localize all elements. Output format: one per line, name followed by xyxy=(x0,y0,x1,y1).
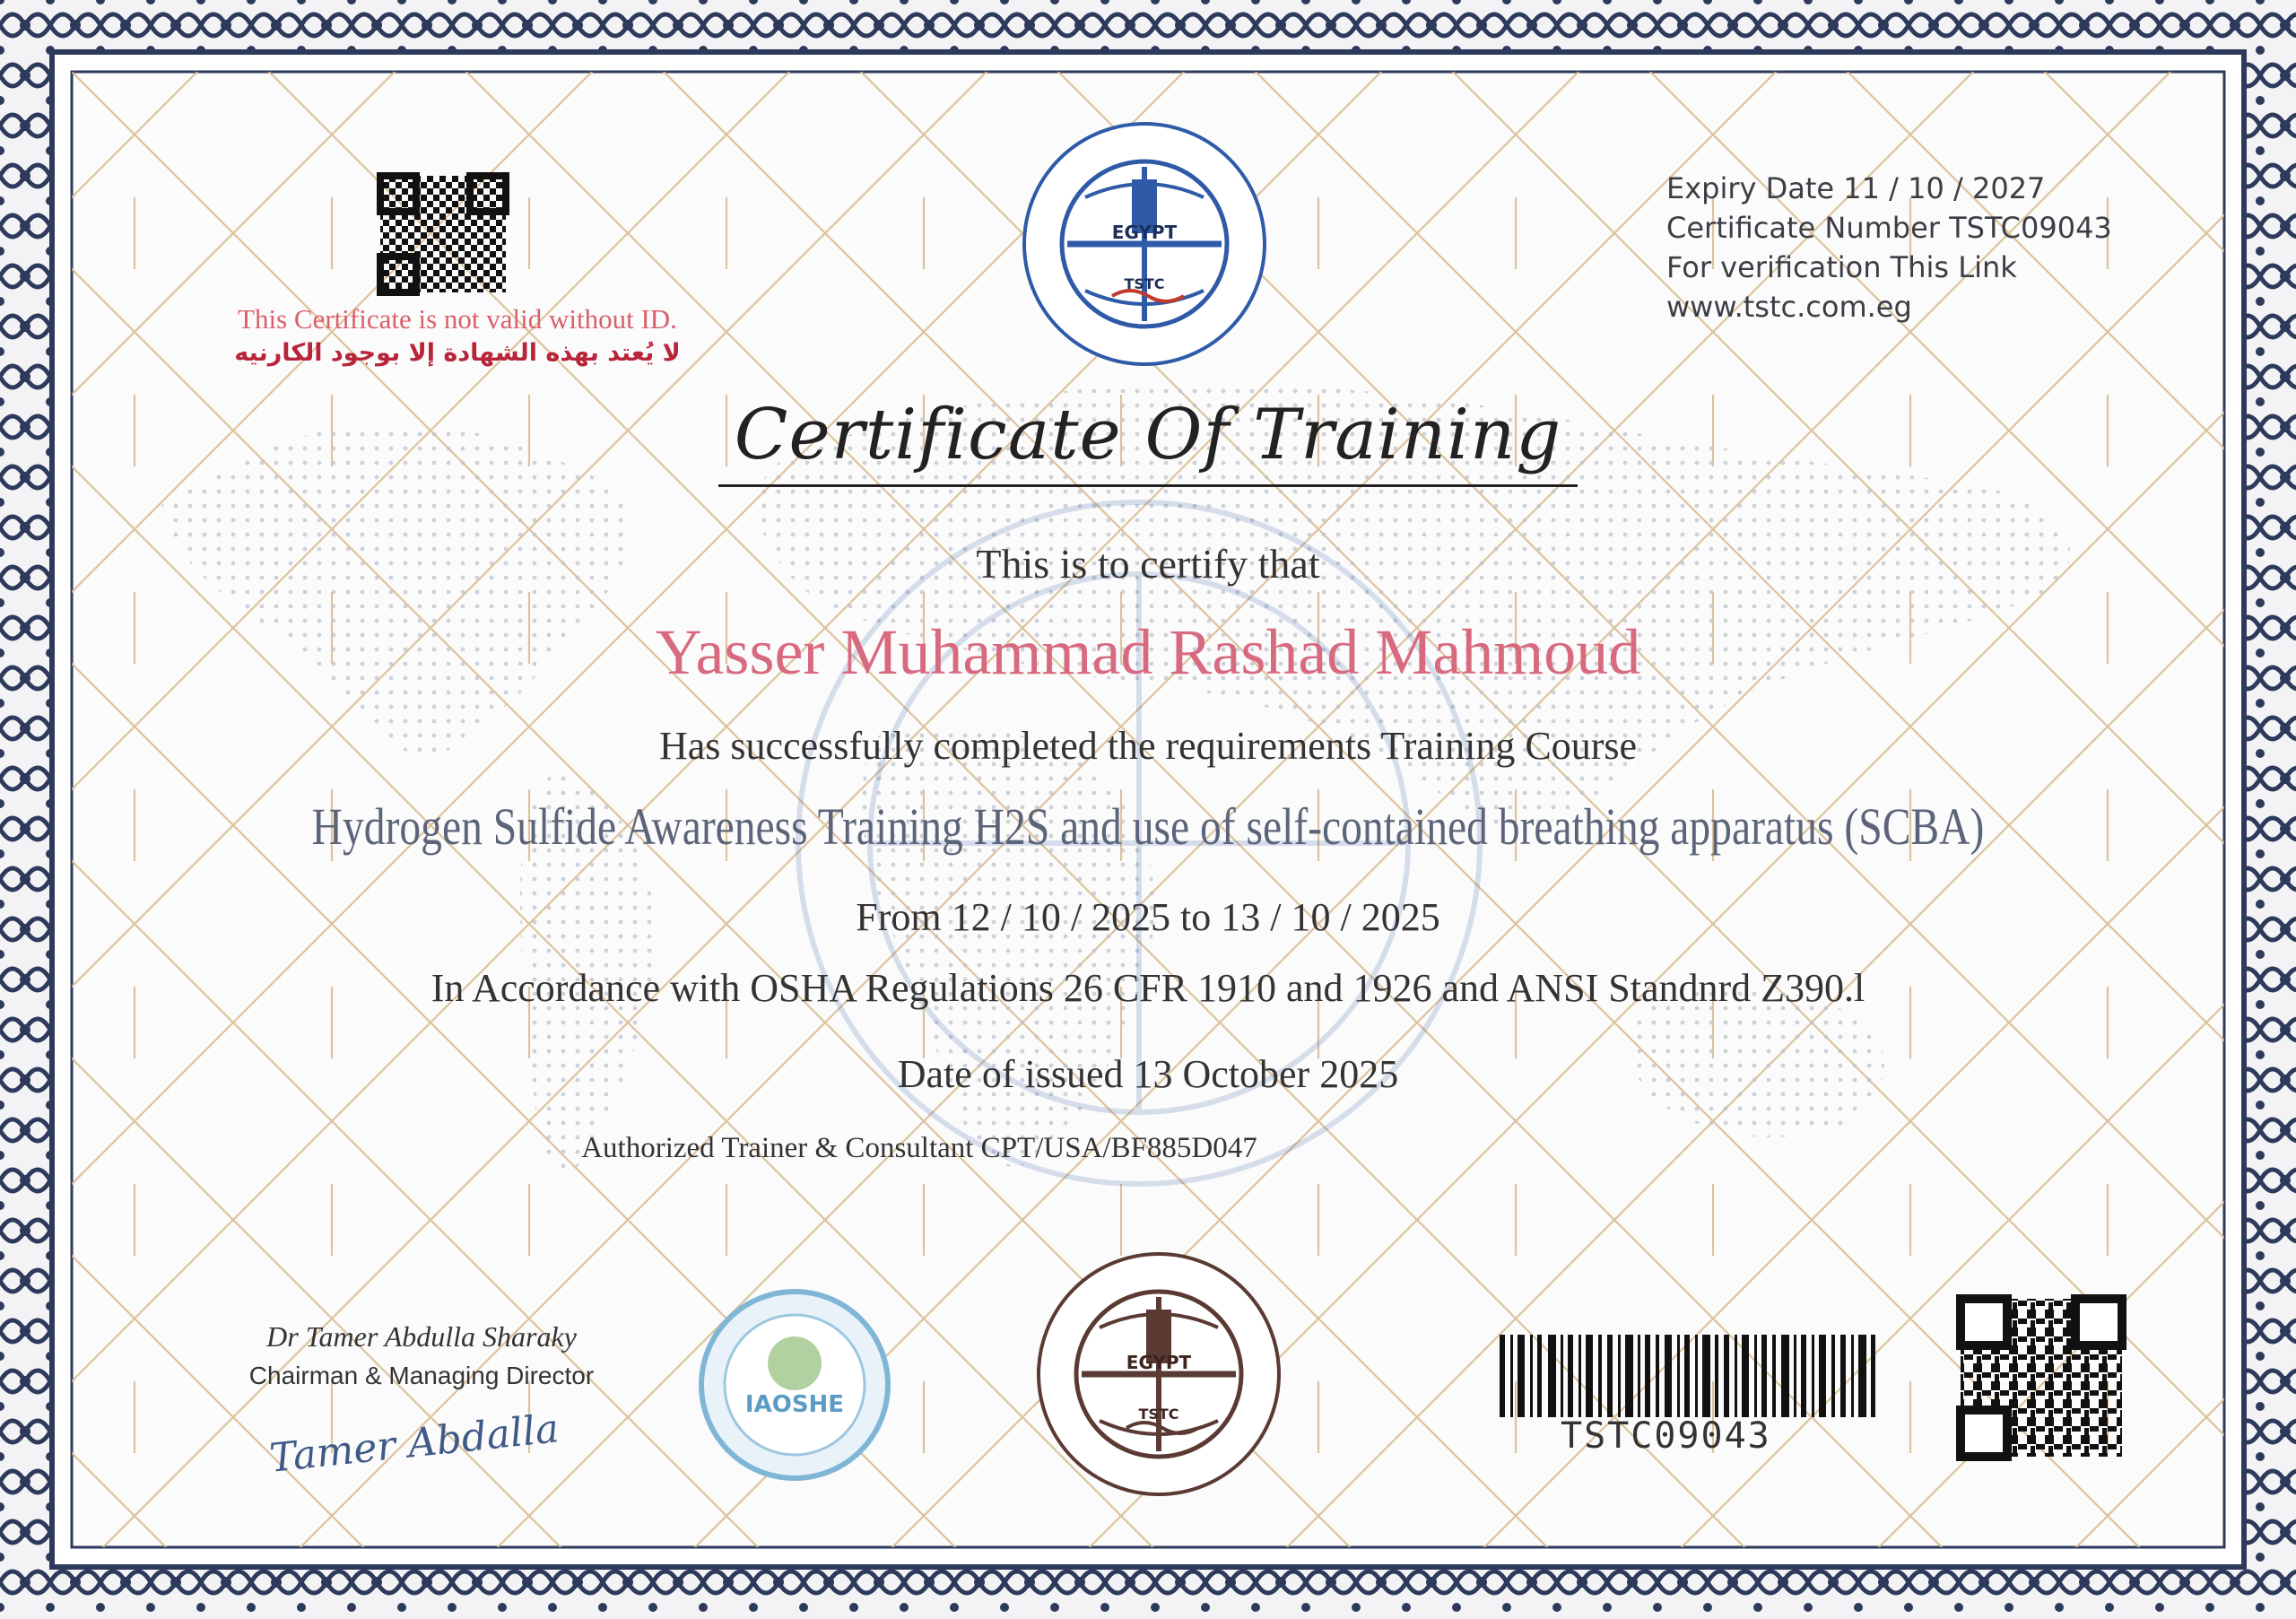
signatory-name: Dr Tamer Abdulla Sharaky xyxy=(266,1320,577,1353)
completed-line: Has successfully completed the requirements Training Course xyxy=(658,724,1637,768)
trainer-line: Authorized Trainer & Consultant CPT/USA/BF885D047 xyxy=(581,1132,1257,1164)
issued-date: Date of issued 13 October 2025 xyxy=(897,1052,1399,1096)
verification-text: For verification This Link xyxy=(1666,250,2017,284)
certificate-info-block xyxy=(1666,169,2169,326)
course-name: Hydrogen Sulfide Awareness Training H2S and use of self-contained breathing apparatus (SCBA) xyxy=(311,797,1985,856)
standards-line: In Accordance with OSHA Regulations 26 CFR 1910 and 1926 and ANSI Standnrd Z390.l xyxy=(430,966,1866,1010)
id-notice-english: This Certificate is not valid without ID. xyxy=(238,303,677,335)
barcode xyxy=(1500,1335,1875,1417)
stamp-code: TSTC xyxy=(1138,1406,1179,1423)
certificate-title-text: Certificate Of Training xyxy=(718,395,1578,487)
certify-line: This is to certify that xyxy=(976,541,1320,587)
verification-link[interactable]: www.tstc.com.eg xyxy=(1666,290,1912,324)
logo-egypt-word: EGYPT xyxy=(1111,222,1178,243)
handwritten-signature: Tamer Abdalla xyxy=(267,1406,561,1482)
recipient-name: Yasser Muhammad Rashad Mahmoud xyxy=(655,616,1641,688)
qr-code-bottom xyxy=(1961,1299,2122,1457)
signatory-role: Chairman & Managing Director xyxy=(248,1362,595,1389)
course-dates: From 12 / 10 / 2025 to 13 / 10 / 2025 xyxy=(856,895,1440,939)
certificate-title xyxy=(0,395,2296,487)
expiry-date: Expiry Date 11 / 10 / 2027 xyxy=(1666,171,2046,205)
iaoshe-logo xyxy=(701,1292,888,1478)
logo-code: TSTC xyxy=(1124,275,1165,292)
id-notice-arabic: لا يُعتد بهذه الشهادة إلا بوجود الكارنيه xyxy=(234,339,681,367)
iaoshe-text: IAOSHE xyxy=(744,1391,845,1418)
company-stamp-bottom xyxy=(1039,1254,1279,1494)
stamp-egypt-word: EGYPT xyxy=(1126,1352,1192,1373)
qr-code-top xyxy=(380,176,506,292)
certificate-number: Certificate Number TSTC09043 xyxy=(1666,211,2112,245)
barcode-label: TSTC09043 xyxy=(1561,1415,1771,1457)
company-logo-top xyxy=(1024,124,1265,364)
